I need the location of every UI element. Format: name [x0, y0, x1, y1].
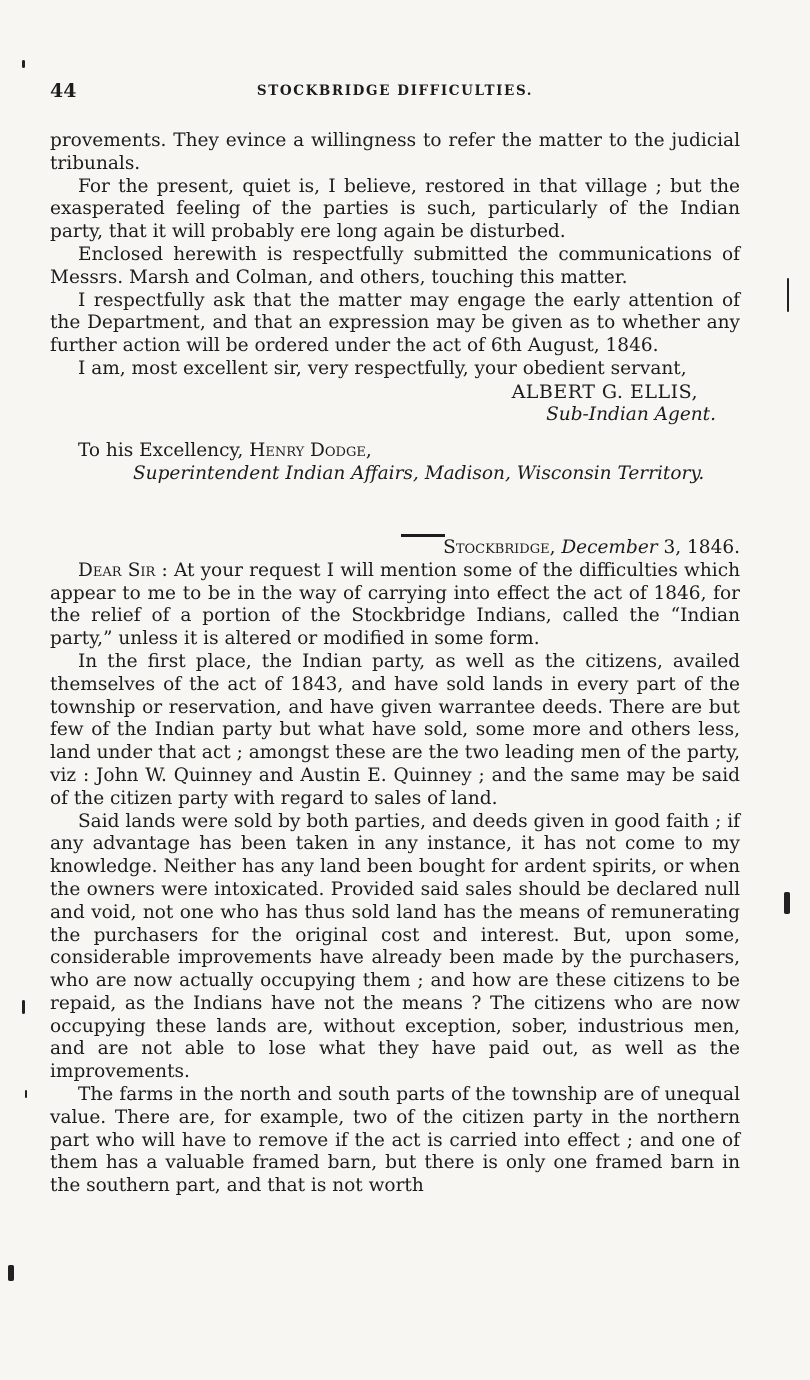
paragraph: The farms in the north and south parts of the township are of unequal value. There are, for example, two of the citizen party in the northern part who will have to remove if the act is carried into effect ; and one of them has a valuable framed barn, but there is only one framed barn in the southern part, and that is not worth: [50, 1084, 740, 1197]
paragraph: Said lands were sold by both parties, and deeds given in good faith ; if any advantage has been taken in any instance, it has not come to my knowledge. Neither has any land been bought for ardent spirits, or when the owners were intoxicated. Provided said sales should be declared null and void, not one who has thus sold land has the means of remunerating the purchasers for the original cost and interest. But, upon some, considerable improvements have already been made by the purchasers, who are now actually occupying them ; and how are these citizens to be repaid, as the Indians have not the means ? The citizens who are now occupying these lands are, without exception, sober, industrious men, and are not able to lose what they have paid out, as well as the improvements.: [50, 810, 740, 1083]
paragraph: Enclosed herewith is respectfully submitted the communications of Messrs. Marsh and Colman, and others, touching this matter.: [50, 243, 740, 288]
margin-mark: [787, 278, 789, 312]
addressee-line: [50, 440, 740, 463]
margin-mark: [784, 892, 790, 914]
page-body: [50, 130, 740, 1198]
addressee-block: [50, 440, 740, 486]
addressee-suffix: ,: [365, 440, 372, 462]
dateline: Stockbridge, December 3, 1846.: [443, 536, 740, 558]
salutation: Dear Sir: [78, 559, 156, 581]
addressee-name: Henry Dodge: [249, 440, 366, 462]
dateline-day-year: 3, 1846.: [657, 536, 740, 558]
opening-paragraph: [50, 560, 740, 651]
margin-mark: [25, 1090, 27, 1098]
paragraph: In the first place, the Indian party, as well as the citizens, availed themselves of the act of 1843, and have sold lands in every part of the township or reservation, and have given warrantee deeds. There are but few of the Indian party but what have sold, some more and others less, land under that act ; amongst these are the two leading men of the party, viz : John W. Quinney and Austin E. Quinney ; and the same may be said of the citizen party with regard to sales of land.: [50, 650, 740, 809]
section-divider: [401, 534, 445, 537]
margin-mark: [22, 1000, 25, 1014]
page-header: [50, 80, 740, 106]
margin-mark: [22, 60, 25, 68]
closing-line: I am, most excellent sir, very respectfully, your obedient servant,: [78, 357, 687, 379]
dateline-place: Stockbridge: [443, 536, 550, 558]
margin-mark: [8, 1265, 14, 1281]
paragraph: I respectfully ask that the matter may engage the early attention of the Department, and that an expression may be given as to whether any further action will be ordered under the act of 6th August, 1846.: [50, 289, 740, 357]
signature-name: ALBERT G. ELLIS,: [511, 380, 698, 403]
opening-text: At your request I will mention some of the difficulties which appear to me to be in the way of carrying into effect the act of 1846, for the relief of a portion of the Stockbridge Indians, called the “Indian party,” unless it is altered or modified in some form.: [50, 559, 741, 650]
dateline-month: December: [561, 536, 658, 558]
running-title: STOCKBRIDGE DIFFICULTIES.: [256, 83, 534, 99]
addressee-prefix: To his Excellency,: [78, 440, 250, 462]
addressee-title: Superintendent Indian Affairs, Madison, Wisconsin Territory.: [133, 463, 705, 485]
continuation-paragraph: provements. They evince a willingness to refer the matter to the judicial tribunals.: [50, 130, 740, 174]
signature-title: Sub-Indian Agent.: [546, 403, 716, 425]
paragraph: For the present, quiet is, I believe, restored in that village ; but the exasperated feeling of the parties is such, particularly of the Indian party, that it will probably ere long again be disturbed.: [50, 175, 740, 243]
salutation-separator: :: [155, 559, 174, 581]
page-number: 44: [50, 80, 77, 102]
